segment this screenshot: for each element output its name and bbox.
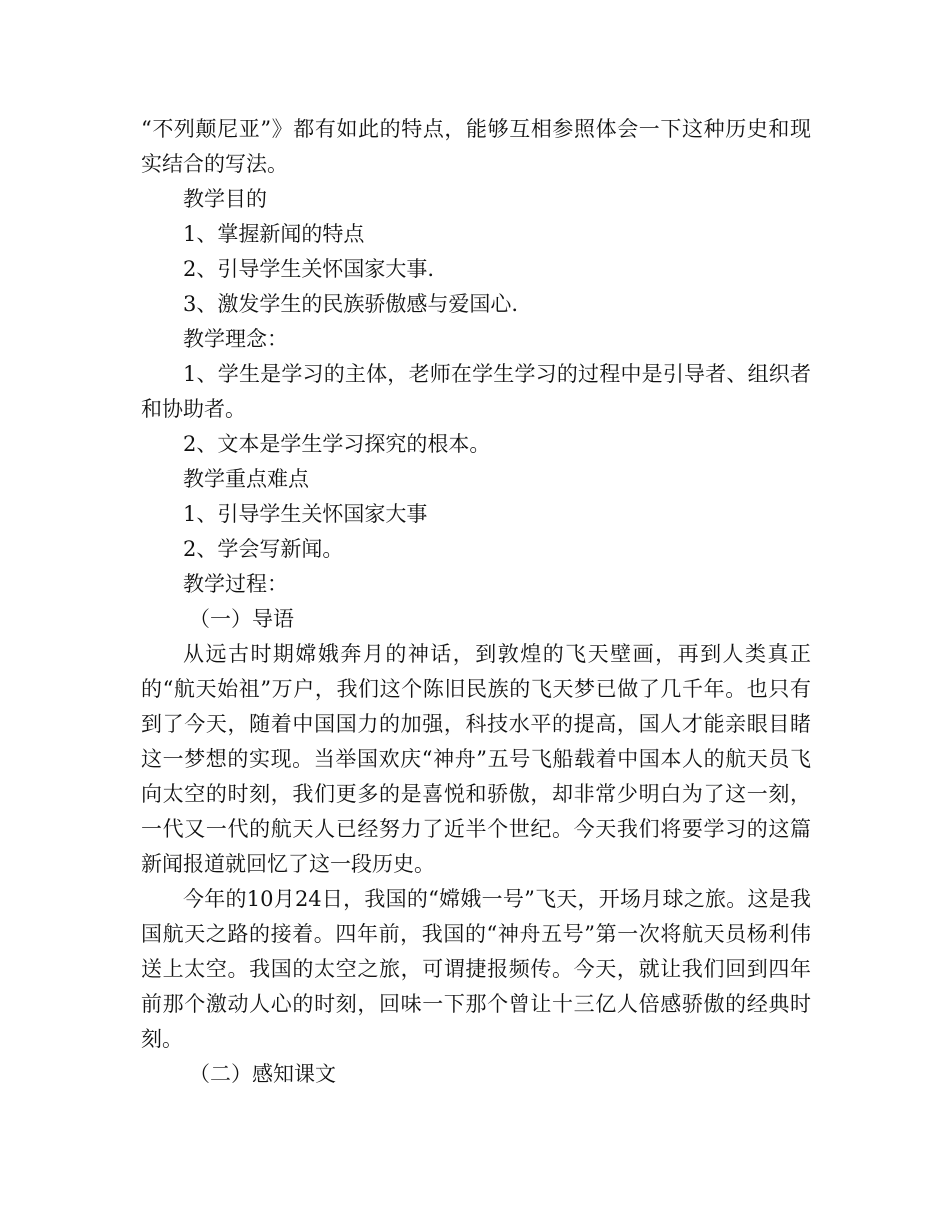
- difficulty-item-2: 2、学会写新闻。: [183, 537, 344, 561]
- goal-item-3: 3、激发学生的民族骄傲感与爱国心.: [183, 292, 519, 316]
- section-title-perceive-text: （二）感知课文: [189, 1062, 336, 1086]
- goal-item-2: 2、引导学生关怀国家大事.: [183, 257, 435, 281]
- heading-key-difficulties: 教学重点难点: [183, 467, 309, 491]
- difficulty-item-1: 1、引导学生关怀国家大事: [183, 502, 428, 526]
- philosophy-item-1: 1、学生是学习的主体，老师在学生学习的过程中是引导者、组织者和协助者。: [141, 362, 811, 421]
- document-body: [141, 112, 811, 1092]
- intro-paragraph-2: 今年的10月24日，我国的“嫦娥一号”飞天，开场月球之旅。这是我国航天之路的接着。四年前，我国的“神舟五号”第一次将航天员杨利伟送上太空。我国的太空之旅，可谓捷报频传。今天，就让我们回到四年前那个激动人心的时刻，回味一下那个曾让十三亿人倍感骄傲的经典时刻。: [141, 887, 811, 1051]
- heading-teaching-goals: 教学目的: [183, 187, 267, 211]
- goal-item-1: 1、掌握新闻的特点: [183, 222, 365, 246]
- philosophy-item-2: 2、文本是学生学习探究的根本。: [183, 432, 491, 456]
- paragraph-intro-continuation: “不列颠尼亚”》都有如此的特点，能够互相参照体会一下这种历史和现实结合的写法。: [141, 117, 811, 176]
- heading-teaching-philosophy: 教学理念：: [183, 327, 288, 351]
- section-title-introduction: （一）导语: [189, 607, 294, 631]
- heading-teaching-process: 教学过程：: [183, 572, 288, 596]
- intro-paragraph-1: 从远古时期嫦娥奔月的神话，到敦煌的飞天壁画，再到人类真正的“航天始祖”万户，我们这个陈旧民族的飞天梦已做了几千年。也只有到了今天，随着中国国力的加强，科技水平的提高，国人才能亲眼目睹这一梦想的实现。当举国欢庆“神舟”五号飞船载着中国本人的航天员飞向太空的时刻，我们更多的是喜悦和骄傲，却非常少明白为了这一刻，一代又一代的航天人已经努力了近半个世纪。今天我们将要学习的这篇新闻报道就回忆了这一段历史。: [141, 642, 811, 876]
